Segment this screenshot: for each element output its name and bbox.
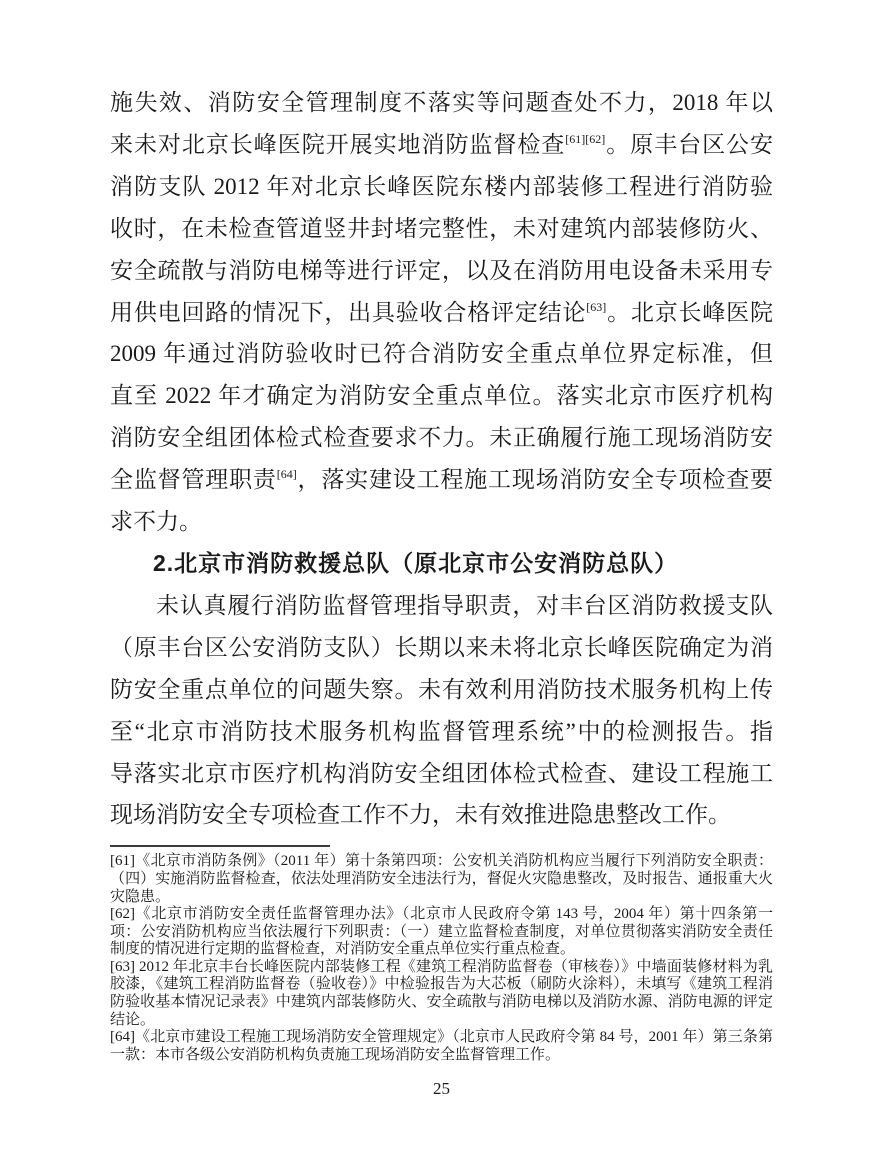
footnote xyxy=(110,853,773,906)
text-line: 消防支队 2012 年对北京长峰医院东楼内部装修工程进行消防验 xyxy=(110,173,773,199)
footnote-marker: [63] xyxy=(110,958,135,975)
footnote-ref: [63] xyxy=(586,299,607,314)
text-line: 全监督管理职责[64]，落实建设工程施工现场消防安全专项检查要 xyxy=(110,467,774,493)
footnote xyxy=(110,906,773,959)
text-line: 至“北京市消防技术服务机构监督管理系统”中的检测报告。指 xyxy=(110,718,773,744)
text-line: 现场消防安全专项检查工作不力，未有效推进隐患整改工作。 xyxy=(110,802,731,828)
text-line: 2009 年通过消防验收时已符合消防安全重点单位界定标准，但 xyxy=(110,341,773,367)
text-line: 安全疏散与消防电梯等进行评定，以及在消防用电设备未采用专 xyxy=(110,257,773,283)
text-line: 直至 2022 年才确定为消防安全重点单位。落实北京市医疗机构 xyxy=(110,383,773,409)
footnote-text: 《北京市消防安全责任监督管理办法》（北京市人民政府令第 143 号，2004 年）第十四条第一项：公安消防机构应当依法履行下列职责：（一）建立监督检查制度，对单位贯彻落实消防安全责任制度的情况进行定期的监督检查，对消防安全重点单位实行重点检查。 xyxy=(110,906,773,958)
footnote-text: 《北京市建设工程施工现场消防安全管理规定》（北京市人民政府令第 84 号，2001 年）第三条第一款：本市各级公安消防机构负责施工现场消防安全监督管理工作。 xyxy=(110,1029,773,1063)
footnote xyxy=(110,959,773,1029)
text-line: 导落实北京市医疗机构消防安全组团体检式检查、建设工程施工 xyxy=(110,760,773,786)
footnote-marker: [62] xyxy=(110,906,135,923)
text-line: 求不力。 xyxy=(110,509,202,535)
footnote xyxy=(110,1029,773,1064)
footnote-separator xyxy=(110,845,330,847)
paragraph-continuation xyxy=(110,82,773,543)
text-line: 来未对北京长峰医院开展实地消防监督检查[61][62]。原丰台区公安 xyxy=(110,131,774,157)
footnote-text: 2012 年北京丰台长峰医院内部装修工程《建筑工程消防监督卷（审核卷）》中墙面装修材料为乳胶漆，《建筑工程消防监督卷（验收卷）》中检验报告为大芯板（刷防火涂料），未填写《建筑工程消防验收基本情况记录表》中建筑内部装修防火、安全疏散与消防电梯以及消防水源、消防电源的评定结论。 xyxy=(110,958,773,1028)
footnote-marker: [64] xyxy=(110,1029,135,1046)
text-line: 消防安全组团体检式检查要求不力。未正确履行施工现场消防安 xyxy=(110,425,773,451)
text-line: 收时，在未检查管道竖井封堵完整性，未对建筑内部装修防火、 xyxy=(110,215,773,241)
text-line: （原丰台区公安消防支队）长期以来未将北京长峰医院确定为消 xyxy=(110,634,773,660)
section-heading: 2.北京市消防救援总队（原北京市公安消防总队） xyxy=(153,549,679,576)
text-line: 用供电回路的情况下，出具验收合格评定结论[63]。北京长峰医院 xyxy=(110,299,774,325)
footnote-marker: [61] xyxy=(110,853,135,870)
page-number: 25 xyxy=(433,1079,450,1099)
footnotes-section xyxy=(110,853,773,1064)
footnote-ref: [64] xyxy=(276,467,297,482)
footnote-text: 《北京市消防条例》（2011 年）第十条第四项：公安机关消防机构应当履行下列消防安全职责：（四）实施消防监督检查，依法处理消防安全违法行为，督促火灾隐患整改，及时报告、通报重大火灾隐患。 xyxy=(110,853,773,905)
text-line: 施失效、消防安全管理制度不落实等问题查处不力，2018 年以 xyxy=(110,90,773,115)
page-content xyxy=(110,82,773,1099)
text-line: 未认真履行消防监督管理指导职责，对丰台区消防救援支队 xyxy=(156,592,773,618)
paragraph-2 xyxy=(110,585,773,836)
footnote-ref: [61] xyxy=(565,131,586,146)
footnote-ref: [62] xyxy=(585,131,606,146)
text-line: 防安全重点单位的问题失察。未有效利用消防技术服务机构上传 xyxy=(110,676,773,702)
